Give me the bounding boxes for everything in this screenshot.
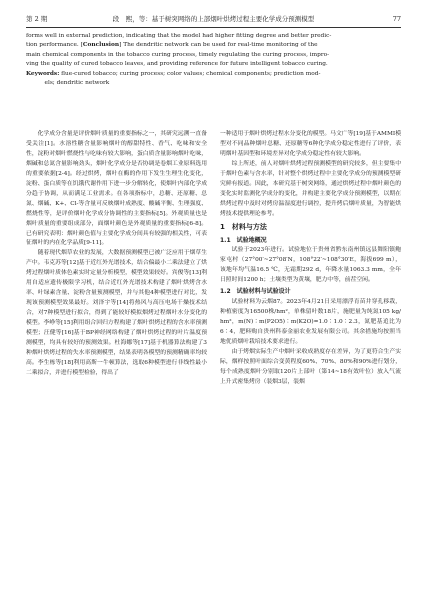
english-abstract <box>26 32 401 89</box>
body-paragraph: 试验于2023年进行。试验地位于贵州省黔东南州镇远县舞阳镇鲍家屯村（27°00′~27°08′N，108°22′~108°30′E，海拔699 m），该地年均气温16.5 ℃，无霜期292 d，年降水量1063.3 mm，全年日照时间1200 h；土壤类型为黄壤，肥力中等，前茬空闲。 <box>220 247 401 284</box>
abstract-line: ving the quality of cured tobacco leaves, and providing reference for future intelligent tobacco curing. <box>26 60 328 67</box>
keywords-continued: els; dendritic network <box>44 80 110 87</box>
body-paragraph: 化学成分含量是评价烟叶质量的重要指标之一，其研究远溯一直备受关注[1]。水溶性糖含量影响烟叶的醇甜特性、香气、吃味和安全性，淀粉对烟叶燃烧性与吃味有较大影响，蛋白质含量影响烟叶吃味，烟碱和总氮含量影响劲头，烟叶化学成分是否协调是卷烟工业原料选用的重要依据[2-4]。经过烘烤，烟叶在酶的作用下发生生理生化变化，淀粉、蛋白质等在饥饿代谢作用下进一步分解转化，使烟叶内部化学成分趋于协调，从而满足工业需求。在各项指标中，总糖、还原糖、总氮、烟碱、K+、Cl-等含量可反映烟叶成熟度、酸碱平衡、生理强度、燃烧性等，是评价烟叶化学成分协调性的主要指标[5]。外观质量也是烟叶质量的重要组成部分，面烟叶颜色是外观质量的重要指标[6-8]。已有研究表明：烟叶颜色值与主要化学成分间具有较强的相关性，可表征烟叶的内在化学品质[9-11]。 <box>26 131 207 247</box>
page-number: 77 <box>392 15 401 23</box>
body-paragraph: 由于烤烟实际生产中烟叶采收成熟度存在差异，为了更符合生产实际，烟样按照叶面综合变黄程度60%、70%、80%和90%进行划分，每个成熟度烟叶分别取120片上部叶（第14~18有效叶位）放入气流上升式密集烤房（装烟3层，装烟 <box>220 349 401 385</box>
conclusion-label: Conclusion <box>82 42 120 49</box>
left-column <box>26 130 207 379</box>
subsection-heading: 1.2 试验材料与试验设计 <box>220 288 291 296</box>
body-paragraph: 一种适用于烟叶烘烤过程水分变化的模型。马文广等[19]基于AMMI模型对不同品种烟叶总糖、还原糖等6种化学成分稳定性进行了评价，表明烟叶基因型和环境差异对化学成分稳定性有较大影响。 <box>220 131 401 157</box>
running-title: 段 熙，等：基于树突网络的上部烟叶烘烤过程主要化学成分预测模型 <box>112 15 315 23</box>
right-column <box>220 130 401 388</box>
body-paragraph: 综上所述，前人对烟叶烘烤过程预测模型的研究较多，但主要集中于烟叶色素与含水率，针对整个烘烤过程中主要化学成分的预测模型研究鲜有报道。因此，本研究基于树突网络，通过烘烤过程中烟叶颜色的变化实时监测化学成分的变化，并构建主要化学成分预测模型，以期在烘烤过程中及时对烤房温湿度进行调控，提升烤后烟叶质量，为智能烘烤技术提供理论参考。 <box>220 160 401 217</box>
header-rule <box>26 27 401 28</box>
abstract-line: forms well in external prediction, indicating that the model had higher fitting degree and better predic- <box>26 33 332 39</box>
body-paragraph: 随着现代烟草农业的发展，大数据预测模型已被广泛应用于烟草生产中。韦克苏等[12]基于近红外光谱技术，结合偏最小二乘法建立了烘烤过程烟叶质体色素实时定量分析模型，模型效果较好。宾俊等[13]利用自适应遗传极限学习机，结合近红外光谱技术构建了烟叶烘烤含水率、叶绿素含量、淀粉含量预测模型，并与其他4种模型进行对比，发现该预测模型效果最好。刘泽宇等[14]将热风与高压电场干燥技术结合，对7种模型进行拟合，得到了能较好模拟烟烤过程烟叶水分变化的模型。李峥等[15]利用组合回归方程构建了烟叶烘烤过程的含水率预测模型；汪健等[16]基于BP神经网络构建了烟叶烘烤过程的叶片温度预测模型，均具有较好的预测效果。杜海娜等[17]基于机器算法构建了3种烟叶烘烤过程的失水率预测模型，结果表明各模型的预测精确率均较高。李生栋等[18]利用高斯一牛顿算法，选取6种模型进行非线性最小二乘拟合，并进行模型检验，得出了 <box>26 250 207 376</box>
section-heading: 1 材料与方法 <box>220 222 267 231</box>
abstract-line: main chemical components in the tobacco curing process, timely regulating the curing process, impro- <box>26 51 330 58</box>
keywords-label: Keywords: <box>26 71 60 78</box>
running-header <box>26 13 401 25</box>
keywords-text: flue-cured tobacco; curing process; color values; chemical components; prediction mod- <box>59 71 321 78</box>
abstract-line: tion performance. [Conclusion] The dendritic network can be used for real-time monitoring of the <box>26 42 318 49</box>
keywords <box>26 70 401 79</box>
issue-number: 第 2 期 <box>26 15 48 23</box>
body-paragraph: 试验材料为云烟87。2023年4月21日采用漂浮育苗井穿孔移栽，种植密度为16500株/hm²，单株留叶数18片，施肥量为纯氮105 kg/hm²，m(N)∶m(P2O5)∶m(K2O)=1.0∶1.0∶2.3，氮肥基追比为6∶4，肥料购自贵州科泰金丽农业发展有限公司。其余措施均按照当地优质烟叶栽培技术要求进行。 <box>220 299 401 346</box>
subsection-heading: 1.1 试验地概况 <box>220 236 267 244</box>
